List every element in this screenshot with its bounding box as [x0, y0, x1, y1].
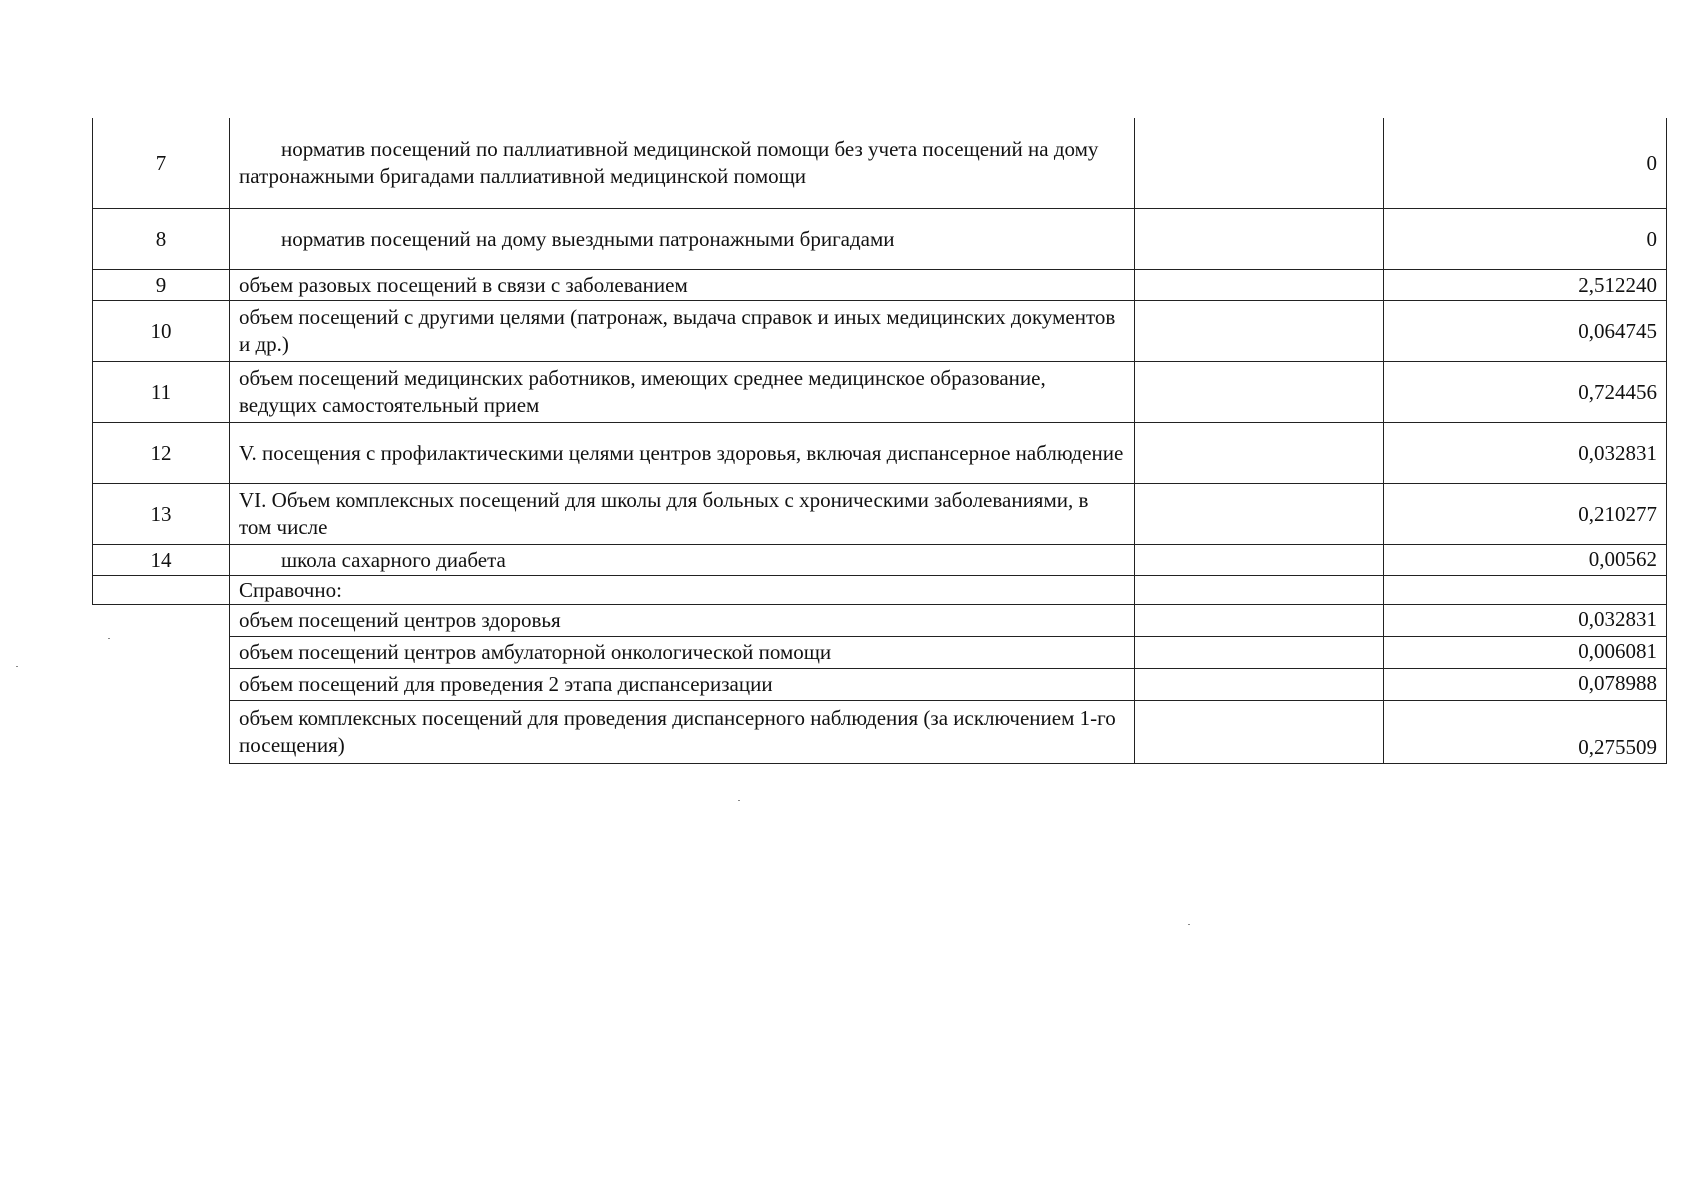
table-row	[93, 118, 1667, 209]
row-number: 10	[93, 301, 230, 362]
row-unit	[1135, 270, 1384, 301]
table-row	[93, 423, 1667, 484]
row-value: 2,512240	[1384, 270, 1667, 301]
row-description: объем посещений для проведения 2 этапа диспансеризации	[230, 669, 1135, 701]
empty-cell	[93, 701, 230, 764]
row-description: объем посещений центров амбулаторной онкологической помощи	[230, 637, 1135, 669]
row-description: объем посещений центров здоровья	[230, 605, 1135, 637]
row-value: 0	[1384, 118, 1667, 209]
row-value: 0,00562	[1384, 545, 1667, 576]
scan-speck	[738, 800, 740, 801]
reference-heading-row	[93, 576, 1667, 605]
row-unit	[1135, 484, 1384, 545]
empty-cell	[93, 637, 230, 669]
row-unit	[1135, 301, 1384, 362]
row-value: 0,210277	[1384, 484, 1667, 545]
row-unit	[1135, 637, 1384, 669]
row-description: школа сахарного диабета	[230, 545, 1135, 576]
row-unit	[1135, 118, 1384, 209]
table-row	[93, 545, 1667, 576]
row-number: 9	[93, 270, 230, 301]
scan-speck	[1188, 924, 1190, 925]
row-unit	[1135, 209, 1384, 270]
row-number	[93, 576, 230, 605]
empty-cell	[93, 605, 230, 637]
table-row	[93, 270, 1667, 301]
reference-row	[93, 669, 1667, 701]
row-description: норматив посещений на дому выездными патронажными бригадами	[230, 209, 1135, 270]
scan-speck	[16, 666, 18, 667]
row-description: норматив посещений по паллиативной медицинской помощи без учета посещений на дому патронажными бригадами паллиативной медицинской помощи	[230, 118, 1135, 209]
row-value: 0	[1384, 209, 1667, 270]
row-description: объем посещений с другими целями (патронаж, выдача справок и иных медицинских документов и др.)	[230, 301, 1135, 362]
row-value: 0,032831	[1384, 605, 1667, 637]
norms-table	[92, 118, 1667, 764]
reference-heading: Справочно:	[230, 576, 1135, 605]
row-description: объем комплексных посещений для проведения диспансерного наблюдения (за исключением 1-го посещения)	[230, 701, 1135, 764]
row-value: 0,078988	[1384, 669, 1667, 701]
row-unit	[1135, 576, 1384, 605]
row-number: 14	[93, 545, 230, 576]
row-unit	[1135, 423, 1384, 484]
row-number: 8	[93, 209, 230, 270]
row-description: объем посещений медицинских работников, имеющих среднее медицинское образование, ведущих самостоятельный прием	[230, 362, 1135, 423]
row-value: 0,032831	[1384, 423, 1667, 484]
table-row	[93, 301, 1667, 362]
row-value	[1384, 576, 1667, 605]
row-number: 12	[93, 423, 230, 484]
row-number: 13	[93, 484, 230, 545]
scan-speck	[108, 638, 110, 639]
row-unit	[1135, 545, 1384, 576]
table-row	[93, 362, 1667, 423]
table-row	[93, 484, 1667, 545]
row-unit	[1135, 362, 1384, 423]
reference-row	[93, 637, 1667, 669]
row-unit	[1135, 669, 1384, 701]
row-number: 7	[93, 118, 230, 209]
row-unit	[1135, 701, 1384, 764]
row-description: объем разовых посещений в связи с заболеванием	[230, 270, 1135, 301]
empty-cell	[93, 669, 230, 701]
row-description: VI. Объем комплексных посещений для школы для больных с хроническими заболеваниями, в том числе	[230, 484, 1135, 545]
row-value: 0,006081	[1384, 637, 1667, 669]
row-value: 0,064745	[1384, 301, 1667, 362]
row-description: V. посещения с профилактическими целями центров здоровья, включая диспансерное наблюдение	[230, 423, 1135, 484]
row-number: 11	[93, 362, 230, 423]
table-row	[93, 209, 1667, 270]
reference-row	[93, 605, 1667, 637]
row-value: 0,724456	[1384, 362, 1667, 423]
row-unit	[1135, 605, 1384, 637]
row-value: 0,275509	[1384, 701, 1667, 764]
reference-row	[93, 701, 1667, 764]
